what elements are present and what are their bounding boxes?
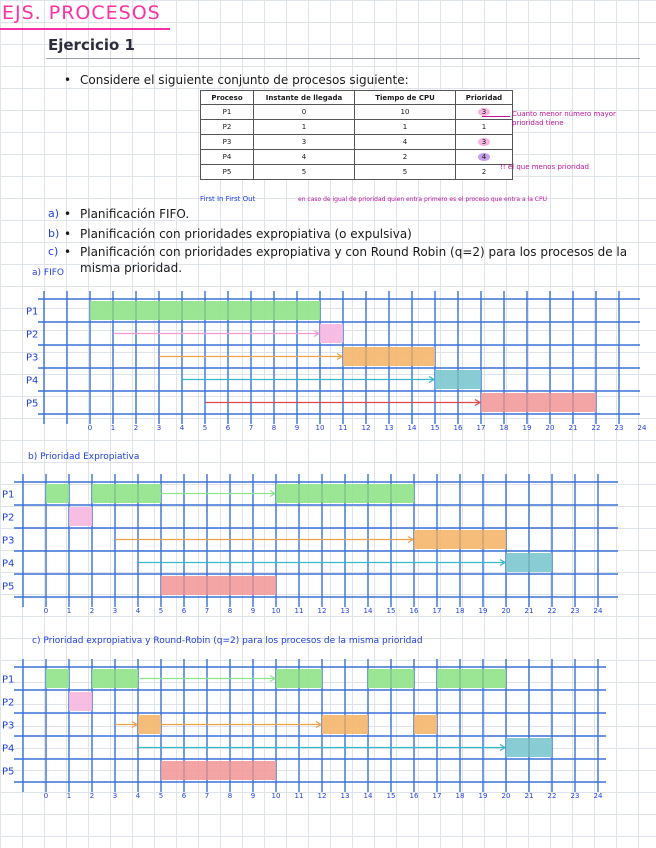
process-label: P2 <box>2 512 15 524</box>
cpu-block <box>343 347 435 366</box>
axis-tick-label: 4 <box>135 607 141 615</box>
process-label: P5 <box>2 766 15 778</box>
wait-arrow-head <box>500 560 505 566</box>
process-label: P5 <box>2 581 15 593</box>
fifo-note: en caso de igual de prioridad quien entra primero es el proceso que entra a la CPU <box>298 196 547 203</box>
cpu-block <box>368 669 414 688</box>
process-label: P2 <box>2 697 15 709</box>
axis-tick-label: 2 <box>89 792 95 800</box>
wait-arrow-head <box>337 354 342 360</box>
axis-tick-label: 19 <box>478 607 488 615</box>
cpu-block <box>138 715 161 734</box>
axis-tick-label: 7 <box>204 792 210 800</box>
axis-tick-label: 21 <box>568 424 578 432</box>
axis-tick-label: 8 <box>271 424 277 432</box>
cell-process: P4 <box>201 150 254 165</box>
cell-cpu: 2 <box>355 150 456 165</box>
axis-tick-label: 20 <box>545 424 555 432</box>
axis-tick-label: 19 <box>522 424 532 432</box>
axis-tick-label: 10 <box>315 424 325 432</box>
axis-tick-label: 1 <box>66 607 72 615</box>
wait-arrow-head <box>314 331 319 337</box>
axis-tick-label: 3 <box>112 607 118 615</box>
axis-tick-label: 0 <box>43 607 49 615</box>
option-b-text: Planificación con prioridades expropiativa (o expulsiva) <box>80 227 412 241</box>
cpu-block <box>481 393 596 412</box>
cell-process: P3 <box>201 135 254 150</box>
option-c <box>64 244 656 276</box>
option-a-letter: a) <box>48 207 60 220</box>
option-a-text: Planificación FIFO. <box>80 207 190 221</box>
axis-tick-label: 13 <box>384 424 394 432</box>
axis-tick-label: 4 <box>179 424 185 432</box>
cpu-block <box>320 324 343 343</box>
cell-arrival: 1 <box>254 120 355 135</box>
option-b-letter: b) <box>48 227 60 240</box>
cell-priority <box>456 105 513 120</box>
axis-tick-label: 8 <box>227 792 233 800</box>
cell-cpu: 10 <box>355 105 456 120</box>
axis-tick-label: 11 <box>338 424 348 432</box>
axis-tick-label: 14 <box>363 607 373 615</box>
axis-tick-label: 3 <box>112 792 118 800</box>
axis-tick-label: 16 <box>409 607 419 615</box>
axis-tick-label: 0 <box>43 792 49 800</box>
process-label: P4 <box>26 375 39 387</box>
cell-process: P1 <box>201 105 254 120</box>
axis-tick-label: 23 <box>570 607 580 615</box>
wait-arrow-head <box>270 676 275 682</box>
cpu-block <box>506 553 552 572</box>
wait-arrow-head <box>429 377 434 383</box>
axis-tick-label: 2 <box>89 607 95 615</box>
heading-rule <box>46 58 640 59</box>
header-prioridad: Prioridad <box>456 91 513 105</box>
section-b-label: b) Prioridad Expropiativa <box>28 452 140 462</box>
axis-tick-label: 17 <box>432 792 442 800</box>
page-title: EJS. PROCESOS <box>2 2 161 24</box>
table-row <box>201 150 513 165</box>
cell-arrival: 0 <box>254 105 355 120</box>
axis-tick-label: 18 <box>455 792 465 800</box>
axis-tick-label: 8 <box>227 607 233 615</box>
cpu-block <box>46 484 69 503</box>
axis-tick-label: 12 <box>317 607 327 615</box>
axis-tick-label: 10 <box>271 792 281 800</box>
axis-tick-label: 13 <box>340 607 350 615</box>
axis-tick-label: 12 <box>317 792 327 800</box>
axis-tick-label: 5 <box>158 607 164 615</box>
option-b <box>64 226 644 242</box>
table-row <box>201 165 513 180</box>
wait-arrow-head <box>316 722 321 728</box>
process-label: P5 <box>26 398 39 410</box>
axis-tick-label: 12 <box>361 424 371 432</box>
intro-bullet <box>64 72 644 88</box>
table-row <box>201 120 513 135</box>
process-table <box>200 90 513 180</box>
axis-tick-label: 21 <box>524 792 534 800</box>
section-c-label: c) Prioridad expropiativa y Round-Robin (q=2) para los procesos de la misma prioridad <box>32 636 423 646</box>
axis-tick-label: 22 <box>547 792 557 800</box>
process-label: P3 <box>2 535 15 547</box>
axis-tick-label: 15 <box>430 424 440 432</box>
axis-tick-label: 3 <box>156 424 162 432</box>
axis-tick-label: 16 <box>453 424 463 432</box>
axis-tick-label: 1 <box>110 424 116 432</box>
cpu-block <box>161 576 276 595</box>
priority-note: Cuanto menor número mayor prioridad tiene <box>512 110 616 127</box>
axis-tick-label: 23 <box>570 792 580 800</box>
axis-tick-label: 22 <box>547 607 557 615</box>
process-label: P3 <box>26 352 39 364</box>
cpu-block <box>276 484 414 503</box>
cpu-block <box>161 761 276 780</box>
axis-tick-label: 24 <box>593 792 603 800</box>
section-a-label: a) FIFO <box>32 268 64 278</box>
axis-tick-label: 7 <box>248 424 254 432</box>
axis-tick-label: 11 <box>294 607 304 615</box>
cell-priority <box>456 120 513 135</box>
axis-tick-label: 9 <box>294 424 300 432</box>
axis-tick-label: 14 <box>363 792 373 800</box>
axis-tick-label: 21 <box>524 607 534 615</box>
option-a <box>64 206 644 222</box>
axis-tick-label: 6 <box>181 792 187 800</box>
option-c-letter: c) <box>48 245 59 258</box>
wait-arrow-head <box>475 400 480 406</box>
header-proceso: Proceso <box>201 91 254 105</box>
process-label: P3 <box>2 720 15 732</box>
cpu-block <box>69 507 92 526</box>
axis-tick-label: 0 <box>87 424 93 432</box>
priority-note-arrow <box>482 116 510 117</box>
cpu-block <box>437 669 506 688</box>
bullet-icon: • <box>64 227 72 241</box>
cpu-block <box>46 669 69 688</box>
axis-tick-label: 16 <box>409 792 419 800</box>
axis-tick-label: 23 <box>614 424 624 432</box>
table-row <box>201 105 513 120</box>
process-label: P1 <box>26 306 39 318</box>
table-header-row <box>201 91 513 105</box>
axis-tick-label: 4 <box>135 792 141 800</box>
axis-tick-label: 15 <box>386 607 396 615</box>
axis-tick-label: 14 <box>407 424 417 432</box>
process-label: P2 <box>26 329 39 341</box>
cpu-block <box>92 669 138 688</box>
axis-tick-label: 5 <box>158 792 164 800</box>
axis-tick-label: 2 <box>133 424 139 432</box>
axis-tick-label: 6 <box>225 424 231 432</box>
process-label: P4 <box>2 743 15 755</box>
axis-tick-label: 22 <box>591 424 601 432</box>
bullet-icon: • <box>64 245 72 259</box>
axis-tick-label: 13 <box>340 792 350 800</box>
priority-value: 1 <box>481 123 487 131</box>
cell-cpu: 5 <box>355 165 456 180</box>
wait-arrow-head <box>500 745 505 751</box>
axis-tick-label: 17 <box>432 607 442 615</box>
bullet-icon: • <box>64 207 72 221</box>
title-underline <box>0 28 170 30</box>
wait-arrow-head <box>270 491 275 497</box>
cpu-block <box>414 530 506 549</box>
priority-value: 4 <box>478 153 490 161</box>
cpu-block <box>276 669 322 688</box>
axis-tick-label: 24 <box>637 424 647 432</box>
axis-tick-label: 20 <box>501 792 511 800</box>
cpu-block <box>414 715 437 734</box>
header-llegada: Instante de llegada <box>254 91 355 105</box>
table-row <box>201 135 513 150</box>
axis-tick-label: 19 <box>478 792 488 800</box>
option-c-text: Planificación con prioridades expropiativa y con Round Robin (q=2) para los procesos de la misma prioridad. <box>80 245 628 275</box>
cell-arrival: 4 <box>254 150 355 165</box>
bullet-icon: • <box>64 73 72 87</box>
cell-arrival: 5 <box>254 165 355 180</box>
header-cpu: Tiempo de CPU <box>355 91 456 105</box>
exercise-heading: Ejercicio 1 <box>48 36 135 54</box>
axis-tick-label: 7 <box>204 607 210 615</box>
cpu-block <box>90 301 320 320</box>
wait-arrow-head <box>132 722 137 728</box>
wait-arrow-head <box>408 537 413 543</box>
cell-cpu: 1 <box>355 120 456 135</box>
cell-process: P2 <box>201 120 254 135</box>
intro-text: Considere el siguiente conjunto de procesos siguiente: <box>80 73 409 87</box>
cpu-block <box>322 715 368 734</box>
axis-tick-label: 18 <box>455 607 465 615</box>
priority-value: 3 <box>478 138 490 146</box>
axis-tick-label: 1 <box>66 792 72 800</box>
process-label: P1 <box>2 674 15 686</box>
axis-tick-label: 11 <box>294 792 304 800</box>
axis-tick-label: 6 <box>181 607 187 615</box>
axis-tick-label: 20 <box>501 607 511 615</box>
axis-tick-label: 17 <box>476 424 486 432</box>
axis-tick-label: 24 <box>593 607 603 615</box>
cpu-block <box>92 484 161 503</box>
cpu-block <box>506 738 552 757</box>
axis-tick-label: 15 <box>386 792 396 800</box>
cell-process: P5 <box>201 165 254 180</box>
axis-tick-label: 18 <box>499 424 509 432</box>
priority-value: 3 <box>478 108 490 116</box>
axis-tick-label: 9 <box>250 792 256 800</box>
process-label: P1 <box>2 489 15 501</box>
cell-cpu: 4 <box>355 135 456 150</box>
p4-note: !! el que menos prioridad <box>500 163 589 171</box>
cell-arrival: 3 <box>254 135 355 150</box>
axis-tick-label: 10 <box>271 607 281 615</box>
cpu-block <box>69 692 92 711</box>
axis-tick-label: 5 <box>202 424 208 432</box>
fifo-expansion: First In First Out <box>200 195 256 203</box>
cpu-block <box>435 370 481 389</box>
priority-value: 2 <box>481 168 487 176</box>
process-label: P4 <box>2 558 15 570</box>
axis-tick-label: 9 <box>250 607 256 615</box>
cell-priority <box>456 135 513 150</box>
